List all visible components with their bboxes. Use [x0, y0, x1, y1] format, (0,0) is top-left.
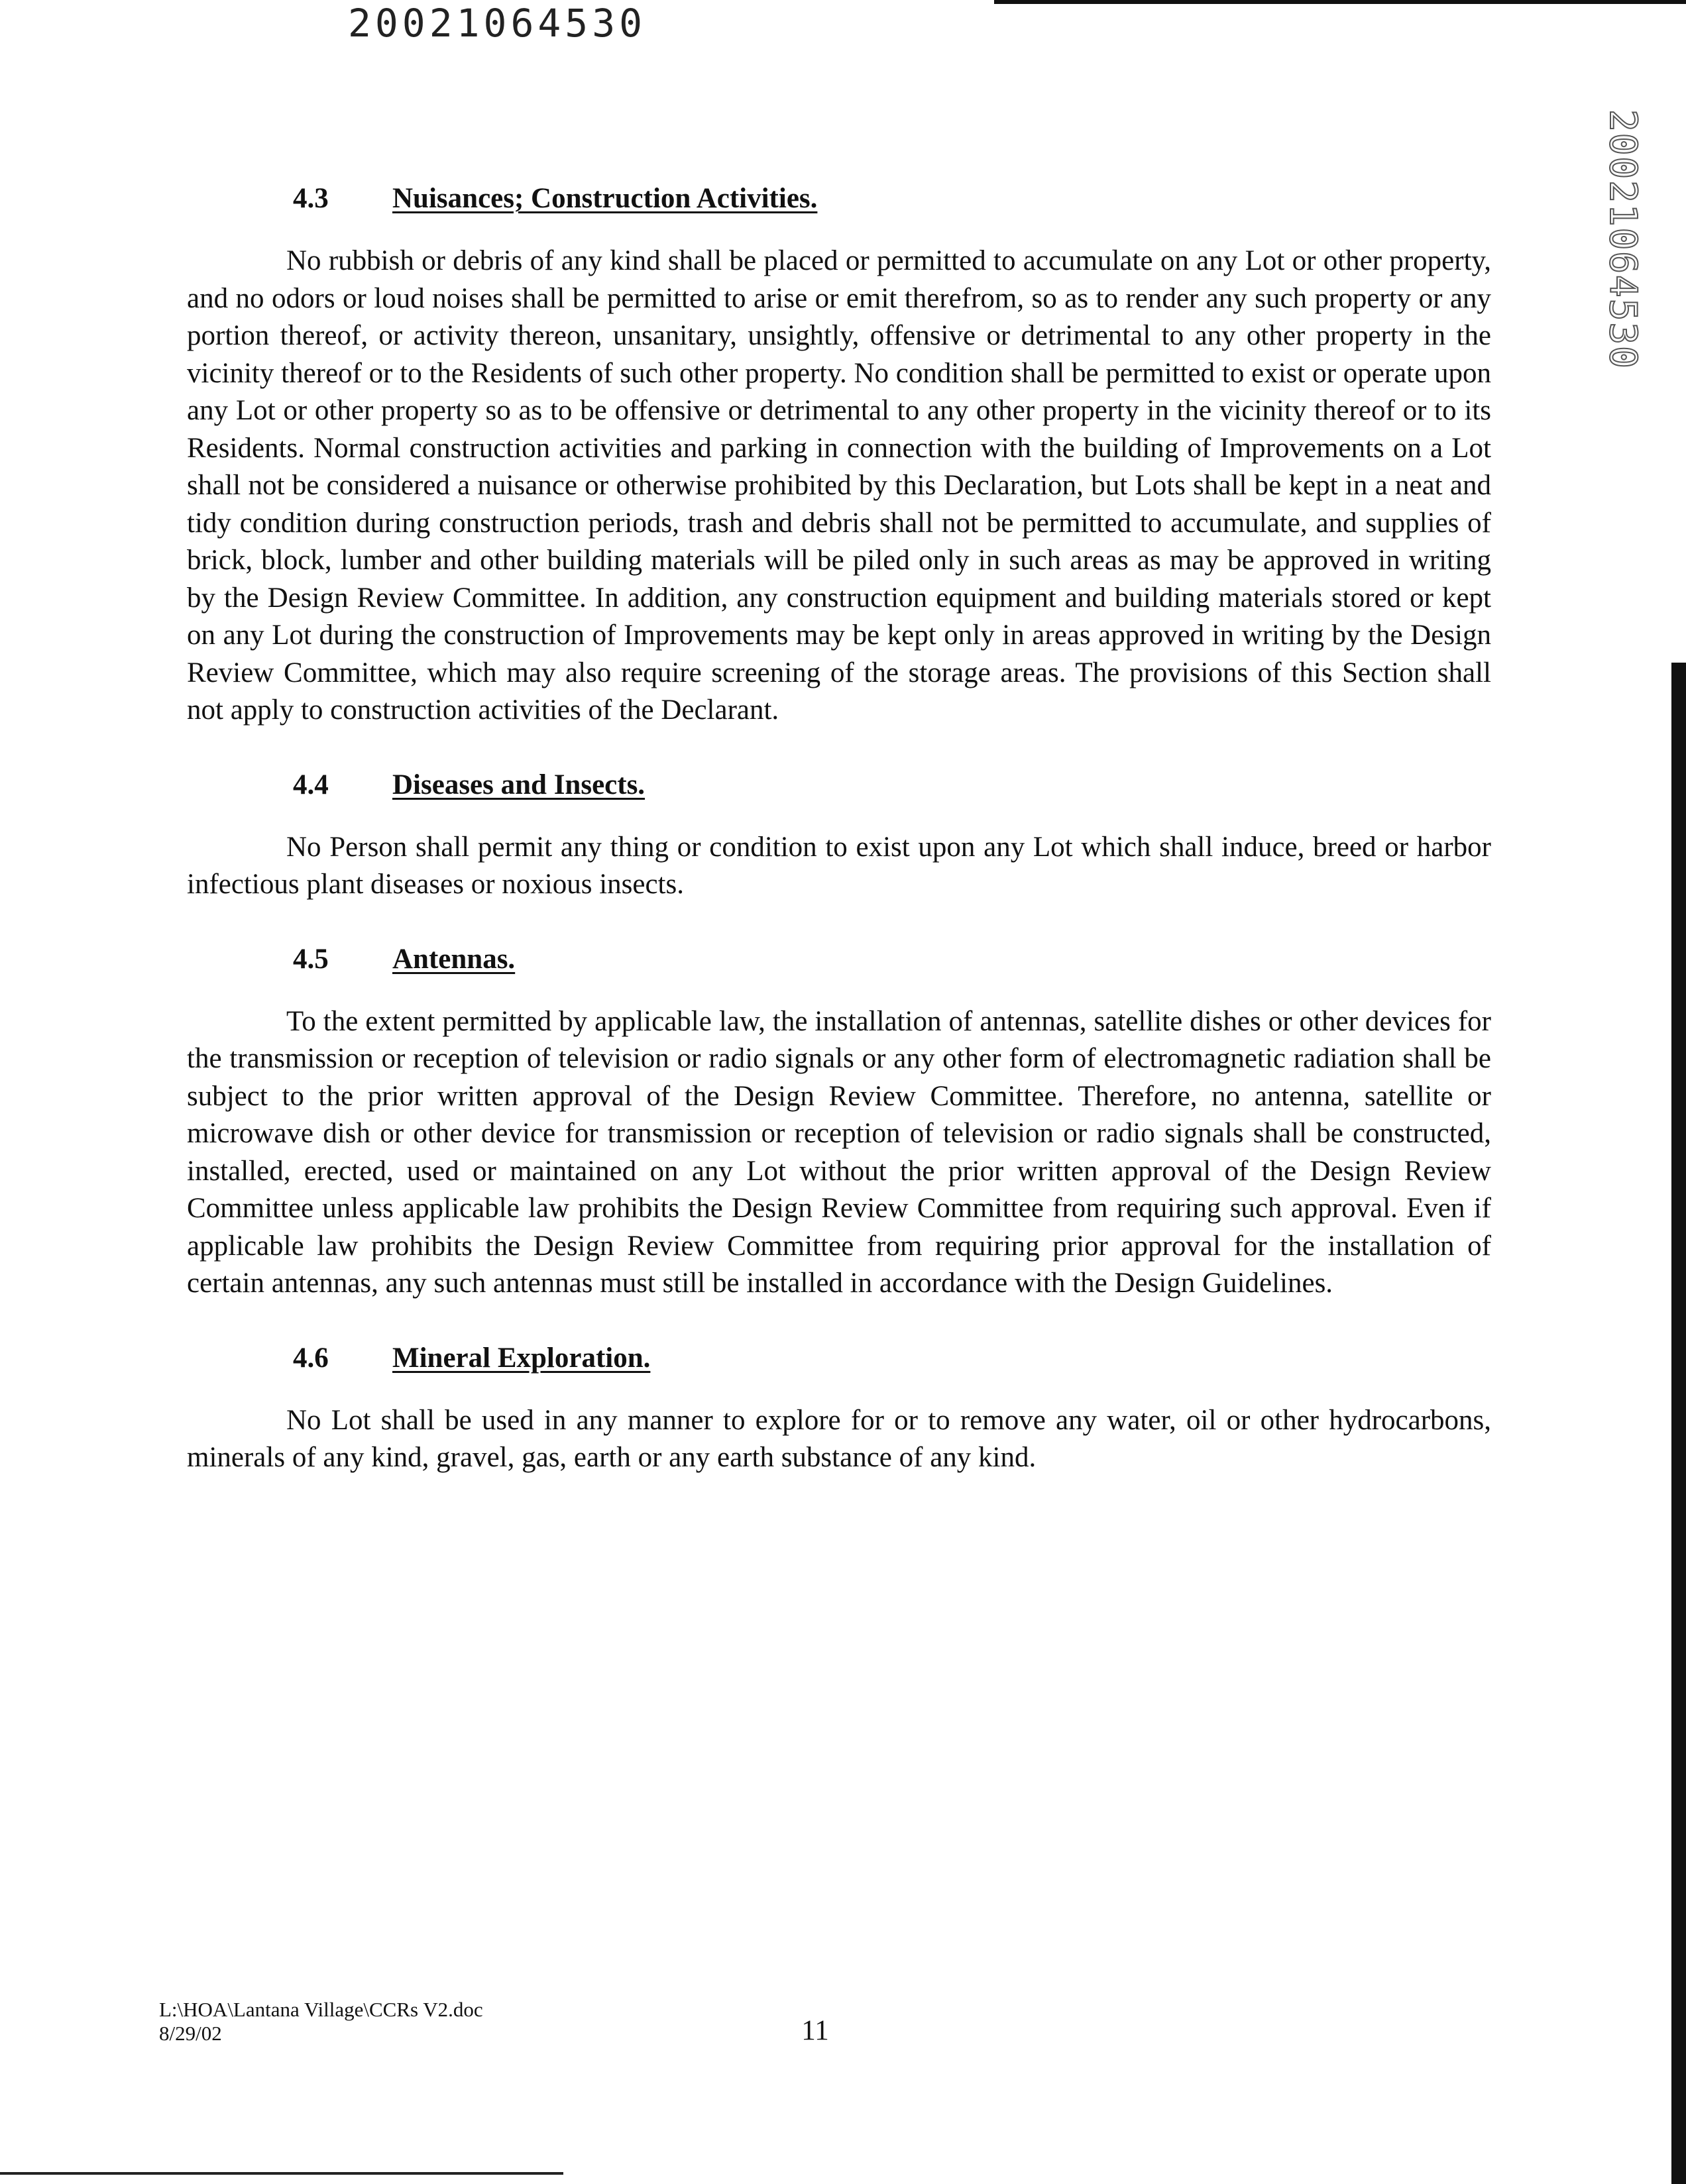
section-4-4 — [187, 765, 1491, 904]
section-4-6 — [187, 1338, 1491, 1477]
footer-file-path: L:\HOA\Lantana Village\CCRs V2.doc — [159, 1998, 483, 2021]
section-title: Nuisances; Construction Activities. — [392, 183, 818, 214]
scan-edge-right — [1671, 663, 1686, 2184]
section-title: Mineral Exploration. — [392, 1342, 651, 1374]
section-number: 4.4 — [293, 769, 329, 800]
recording-number-top: 20021064530 — [347, 1, 647, 46]
section-number: 4.3 — [293, 183, 329, 214]
footer-file-info — [159, 1998, 483, 2046]
section-title: Diseases and Insects. — [392, 769, 646, 800]
section-heading — [187, 179, 1491, 219]
document-body — [187, 179, 1491, 1513]
section-heading — [187, 765, 1491, 805]
scan-edge-top — [994, 0, 1686, 4]
section-paragraph: No Person shall permit any thing or condition to exist upon any Lot which shall induce, breed or harbor infectious plant diseases or noxious insects. — [187, 831, 1491, 900]
section-4-3 — [187, 179, 1491, 730]
section-paragraph: To the extent permitted by applicable law, the installation of antennas, satellite dishes or other devices for the transmission or reception of television or radio signals or any other form of electromagnetic radiation shall be subject to the prior written approval of the Design Review Committee. Therefore, no antenna, satellite or microwave dish or other device for transmission or reception of television or radio signals shall be constructed, installed, erected, used or maintained on any Lot without the prior written approval of the Design Review Committee unless applicable law prohibits the Design Review Committee from requiring such approval. Even if applicable law prohibits the Design Review Committee from requiring prior approval for the installation of certain antennas, any such antennas must still be installed in accordance with the Design Guidelines. — [187, 1005, 1491, 1299]
footer-date: 8/29/02 — [159, 2022, 222, 2045]
section-number: 4.5 — [293, 943, 329, 975]
page-number: 11 — [801, 2015, 829, 2046]
recording-number-stamp-vertical: 20021064530 — [1601, 109, 1644, 370]
section-paragraph: No Lot shall be used in any manner to explore for or to remove any water, oil or other hydrocarbons, minerals of any kind, gravel, gas, earth or any earth substance of any kind. — [187, 1404, 1491, 1473]
section-heading — [187, 940, 1491, 979]
section-number: 4.6 — [293, 1342, 329, 1374]
section-4-5 — [187, 940, 1491, 1303]
scan-edge-bottom — [0, 2172, 563, 2175]
section-title: Antennas. — [392, 943, 516, 975]
section-paragraph: No rubbish or debris of any kind shall be placed or permitted to accumulate on any Lot or other property, and no odors or loud noises shall be permitted to arise or emit therefrom, so as to render any such property or any portion thereof, or activity thereon, unsanitary, unsightly, offensive or detrimental to any other property in the vicinity thereof or to the Residents of such other property. No condition shall be permitted to exist or operate upon any Lot or other property so as to be offensive or detrimental to any other property in the vicinity thereof or to its Residents. Normal construction activities and parking in connection with the building of Improvements on a Lot shall not be considered a nuisance or otherwise prohibited by this Declaration, but Lots shall be kept in a neat and tidy condition during construction periods, trash and debris shall not be permitted to accumulate, and supplies of brick, block, lumber and other building materials will be piled only in such areas as may be approved in writing by the Design Review Committee. In addition, any construction equipment and building materials stored or kept on any Lot during the construction of Improvements may be kept only in areas approved in writing by the Design Review Committee, which may also require screening of the storage areas. The provisions of this Section shall not apply to construction activities of the Declarant. — [187, 245, 1491, 726]
section-heading — [187, 1338, 1491, 1378]
